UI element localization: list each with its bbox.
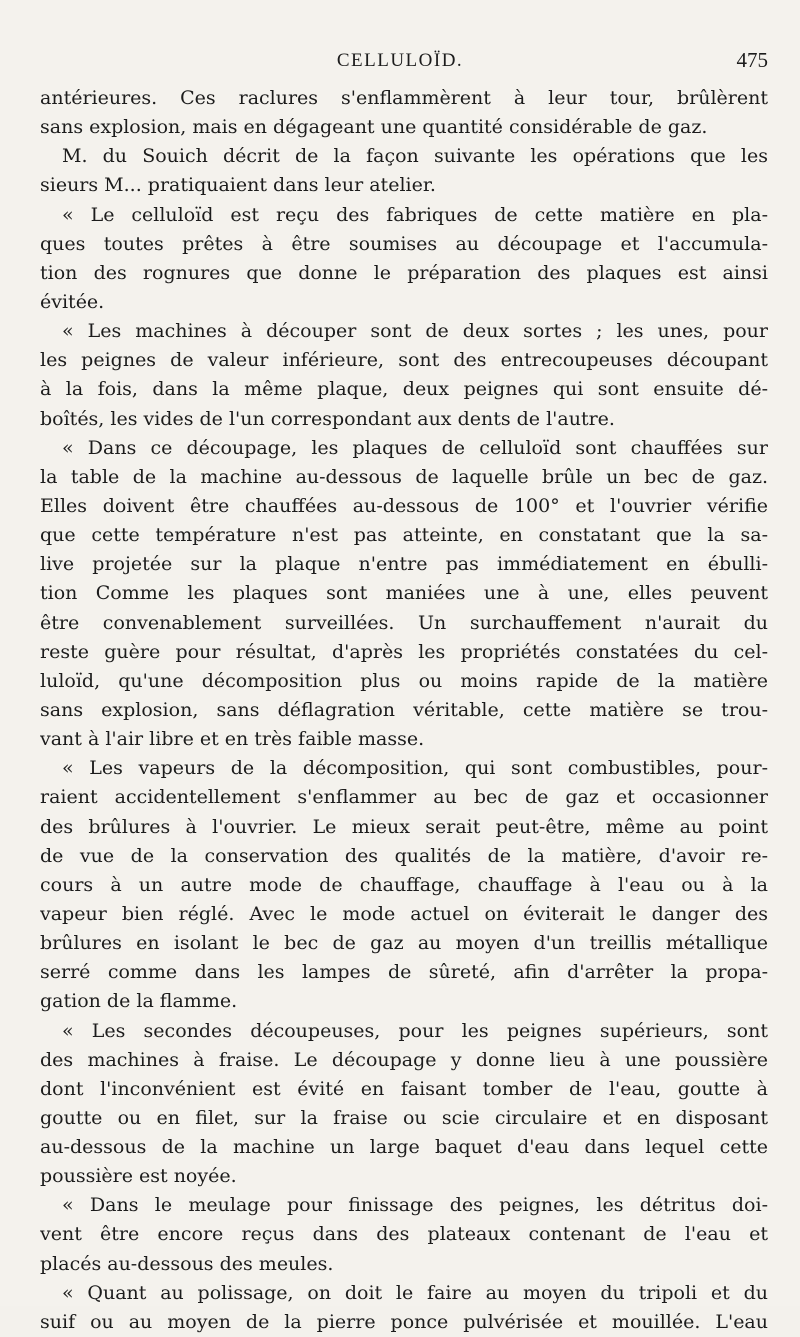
text-line: suif ou au moyen de la pierre ponce pulvérisée et mouillée. L'eau (40, 1310, 768, 1333)
text-line: tion des rognures que donne le préparation des plaques est ainsi (40, 261, 768, 284)
text-line: de vue de la conservation des qualités de la matière, d'avoir re- (40, 844, 768, 867)
text-line: Elles doivent être chauffées au-dessous de 100° et l'ouvrier vérifie (40, 494, 768, 517)
text-line: placés au-dessous des meules. (40, 1252, 334, 1275)
text-line: que cette température n'est pas atteinte, en constatant que la sa- (40, 524, 768, 547)
text-line: les peignes de valeur inférieure, sont des entrecoupeuses découpant (40, 349, 768, 372)
text-line: à la fois, dans la même plaque, deux peignes qui sont ensuite dé- (40, 378, 768, 401)
text-line: « Les secondes découpeuses, pour les peignes supérieurs, sont (62, 1019, 768, 1042)
text-line: M. du Souich décrit de la façon suivante les opérations que les (62, 145, 768, 168)
text-line: boîtés, les vides de l'un correspondant aux dents de l'autre. (40, 407, 615, 430)
text-line: « Le celluloïd est reçu des fabriques de cette matière en pla- (62, 203, 768, 226)
text-line: vant à l'air libre et en très faible masse. (40, 728, 425, 751)
running-title: CELLULOÏD. (336, 50, 464, 71)
text-line: « Les vapeurs de la décomposition, qui sont combustibles, pour- (62, 757, 768, 780)
text-line: dont l'inconvénient est évité en faisant tomber de l'eau, goutte à (40, 1077, 768, 1100)
text-line: vapeur bien réglé. Avec le mode actuel on éviterait le danger des (40, 902, 768, 925)
text-line: serré comme dans les lampes de sûreté, afin d'arrêter la propa- (40, 961, 768, 984)
text-line: brûlures en isolant le bec de gaz au moyen d'un treillis métallique (40, 932, 768, 955)
text-line: reste guère pour résultat, d'après les propriétés constatées du cel- (40, 640, 768, 663)
text-line: sans explosion, mais en dégageant une quantité considérable de gaz. (40, 116, 708, 139)
text-line: gation de la flamme. (40, 990, 238, 1013)
body-text (40, 84, 768, 1337)
text-line: tion Comme les plaques sont maniées une à une, elles peuvent (40, 582, 768, 605)
text-line: la table de la machine au-dessous de laquelle brûle un bec de gaz. (40, 465, 768, 488)
text-line: des brûlures à l'ouvrier. Le mieux serait peut-être, même au point (40, 815, 768, 838)
text-line: raient accidentellement s'enflammer au bec de gaz et occasionner (40, 786, 768, 809)
text-line: antérieures. Ces raclures s'enflammèrent à leur tour, brûlèrent (40, 87, 768, 109)
text-line: « Dans le meulage pour finissage des peignes, les détritus doi- (62, 1194, 768, 1217)
text-line: poussière est noyée. (40, 1165, 237, 1188)
text-line: au-dessous de la machine un large baquet d'eau dans lequel cette (40, 1136, 768, 1159)
page-number: 475 (736, 48, 768, 72)
text-line: être convenablement surveillées. Un surchauffement n'aurait du (40, 611, 768, 634)
text-line: sieurs M... pratiquaient dans leur atelier. (40, 174, 436, 197)
text-line: ques toutes prêtes à être soumises au découpage et l'accumula- (40, 232, 768, 255)
text-line: cours à un autre mode de chauffage, chauffage à l'eau ou à la (40, 873, 768, 896)
text-line: luloïd, qu'une décomposition plus ou moins rapide de la matière (40, 669, 768, 692)
text-line: des machines à fraise. Le découpage y donne lieu à une poussière (40, 1048, 768, 1071)
text-line: sans explosion, sans déflagration véritable, cette matière se trou- (40, 698, 768, 721)
text-line: vent être encore reçus dans des plateaux contenant de l'eau et (40, 1223, 768, 1246)
text-line: goutte ou en filet, sur la fraise ou scie circulaire et en disposant (40, 1106, 768, 1129)
text-line: évitée. (40, 290, 105, 313)
text-line: live projetée sur la plaque n'entre pas immédiatement en ébulli- (40, 553, 768, 576)
text-line: « Les machines à découper sont de deux sortes ; les unes, pour (62, 320, 768, 343)
text-line: « Quant au polissage, on doit le faire au moyen du tripoli et du (62, 1281, 768, 1304)
text-line: « Dans ce découpage, les plaques de celluloïd sont chauffées sur (62, 436, 768, 459)
